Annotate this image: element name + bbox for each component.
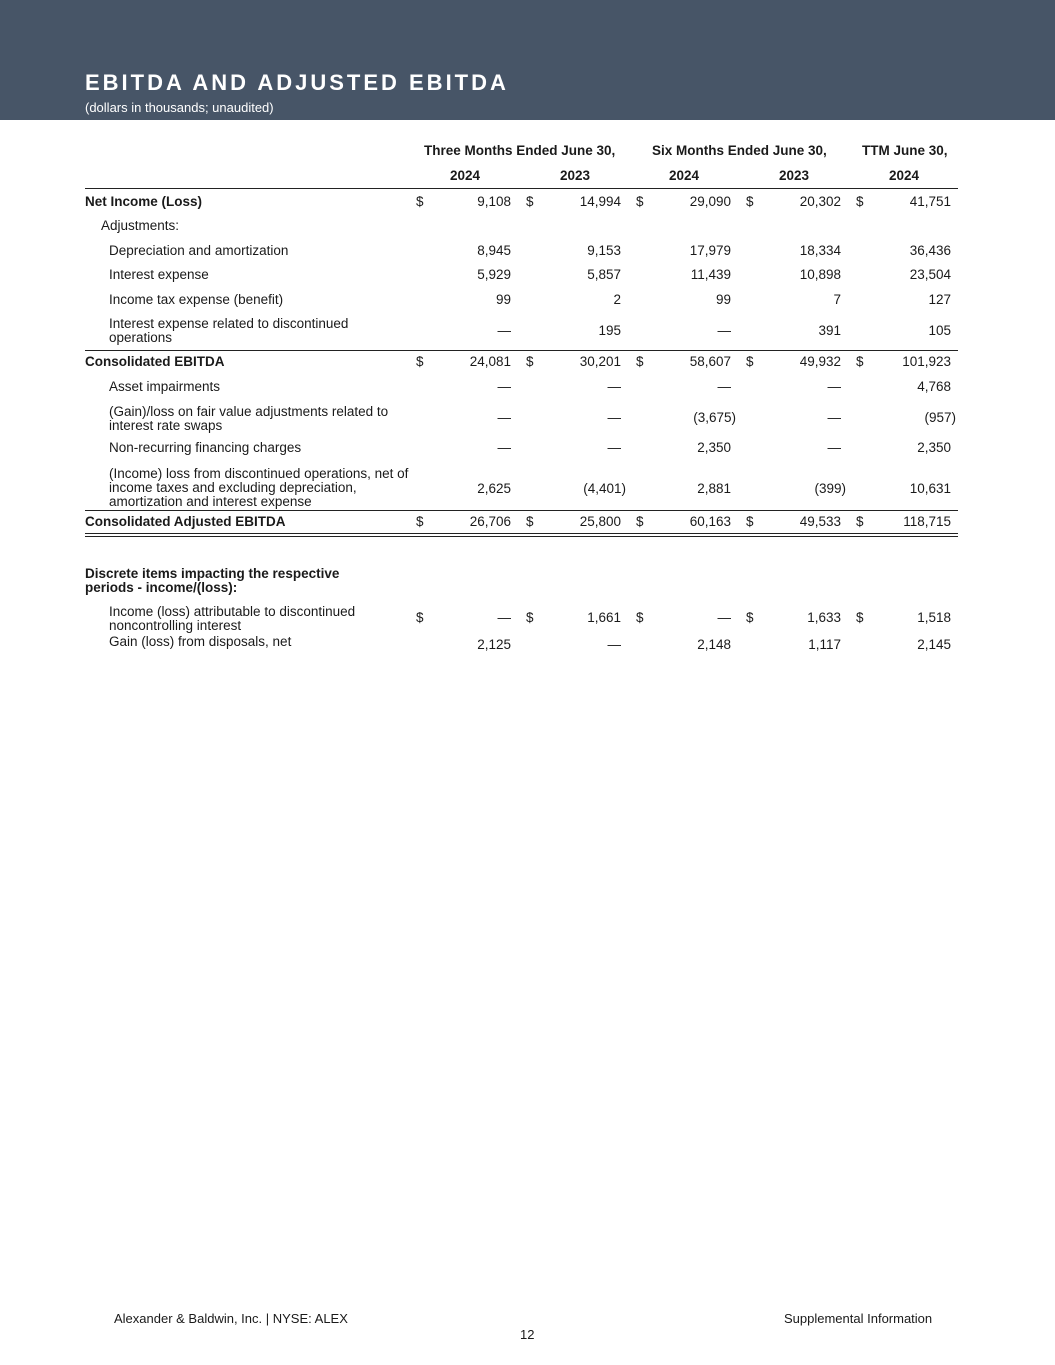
cell-value: 99: [495, 292, 511, 307]
table-row: [85, 435, 958, 459]
cell-value: —: [717, 379, 731, 394]
cell-value: 5,857: [587, 267, 621, 282]
dollar-sign: $: [746, 354, 754, 369]
cell-value: 7: [833, 292, 841, 307]
cell-value: —: [497, 410, 511, 425]
cell-value: 49,533: [799, 514, 841, 529]
section-heading: Discrete items impacting the respective periods - income/(loss):: [85, 566, 340, 595]
cell-value: 99: [715, 292, 731, 307]
table-row: [85, 635, 958, 661]
table-row: [85, 311, 958, 350]
row-label: Depreciation and amortization: [109, 243, 289, 258]
dollar-sign: $: [856, 194, 864, 209]
cell-value: 5,929: [477, 267, 511, 282]
dollar-sign: $: [636, 354, 644, 369]
cell-value: 1,518: [917, 610, 951, 625]
ebitda-table: [85, 138, 958, 661]
dollar-sign: $: [746, 514, 754, 529]
cell-value: 2: [613, 292, 621, 307]
table-row-total: [85, 510, 958, 537]
cell-value: 49,932: [799, 354, 841, 369]
cell-value: (3,675): [693, 410, 736, 425]
table-row: [85, 262, 958, 287]
cell-value: 25,800: [579, 514, 621, 529]
dollar-sign: $: [636, 514, 644, 529]
row-label: Net Income (Loss): [85, 194, 203, 209]
dollar-sign: $: [526, 610, 534, 625]
cell-value: 1,117: [808, 637, 841, 652]
col-year: 2023: [560, 168, 591, 183]
row-label: (Gain)/loss on fair value adjustments related to interest rate swaps: [109, 404, 389, 433]
col-year: 2024: [450, 168, 481, 183]
cell-value: 24,081: [469, 354, 511, 369]
table-row: [85, 459, 958, 510]
row-label: Consolidated EBITDA: [85, 354, 225, 369]
dollar-sign: $: [856, 354, 864, 369]
cell-value: 9,108: [477, 194, 511, 209]
cell-value: 2,350: [917, 440, 951, 455]
dollar-sign: $: [856, 514, 864, 529]
cell-value: —: [497, 379, 511, 394]
page-subtitle: (dollars in thousands; unaudited): [85, 100, 274, 115]
row-label: Interest expense: [109, 267, 209, 282]
cell-value: 118,715: [903, 514, 951, 529]
cell-value: 391: [818, 323, 841, 338]
cell-value: —: [827, 440, 841, 455]
col-group-six-months: Six Months Ended June 30,: [652, 143, 827, 158]
row-label: Income tax expense (benefit): [109, 292, 284, 307]
header-banner: [0, 0, 1055, 120]
row-label: Income (loss) attributable to discontinued noncontrolling interest: [109, 604, 356, 633]
dollar-sign: $: [746, 194, 754, 209]
cell-value: 18,334: [799, 243, 841, 258]
row-label: Non-recurring financing charges: [109, 440, 302, 455]
row-label: Gain (loss) from disposals, net: [109, 634, 292, 649]
cell-value: 11,439: [690, 267, 731, 282]
cell-value: —: [497, 440, 511, 455]
cell-value: 2,881: [697, 481, 731, 496]
dollar-sign: $: [636, 194, 644, 209]
row-label: Adjustments:: [101, 218, 180, 233]
dollar-sign: $: [856, 610, 864, 625]
cell-value: 195: [598, 323, 621, 338]
cell-value: 10,631: [909, 481, 951, 496]
footer-section: Supplemental Information: [784, 1311, 933, 1326]
cell-value: —: [827, 379, 841, 394]
cell-value: 17,979: [689, 243, 731, 258]
cell-value: (399): [814, 481, 846, 496]
dollar-sign: $: [526, 514, 534, 529]
col-year: 2023: [779, 168, 810, 183]
dollar-sign: $: [416, 610, 424, 625]
page-title: EBITDA AND ADJUSTED EBITDA: [85, 70, 509, 95]
table-row-subtotal: [85, 350, 958, 374]
cell-value: 9,153: [587, 243, 621, 258]
cell-value: —: [607, 637, 621, 652]
footer-company: Alexander & Baldwin, Inc. | NYSE: ALEX: [114, 1311, 348, 1326]
cell-value: —: [497, 323, 511, 338]
dollar-sign: $: [526, 354, 534, 369]
cell-value: 2,350: [697, 440, 731, 455]
cell-value: 1,633: [807, 610, 841, 625]
table-row: [85, 287, 958, 311]
cell-value: 41,751: [909, 194, 951, 209]
cell-value: —: [607, 379, 621, 394]
table-row: [85, 238, 958, 262]
cell-value: 101,923: [902, 354, 951, 369]
cell-value: 8,945: [477, 243, 511, 258]
cell-value: 20,302: [799, 194, 841, 209]
col-group-ttm: TTM June 30,: [862, 143, 948, 158]
cell-value: 14,994: [579, 194, 621, 209]
cell-value: 2,125: [477, 637, 511, 652]
table-row: [85, 374, 958, 398]
table-row: [85, 213, 958, 238]
table-row: [85, 599, 958, 635]
cell-value: —: [607, 410, 621, 425]
row-label: Interest expense related to discontinued operations: [109, 316, 349, 345]
section-heading-row: [85, 537, 958, 599]
col-year: 2024: [889, 168, 920, 183]
cell-value: 2,145: [917, 637, 951, 652]
cell-value: —: [497, 610, 511, 625]
row-label: Consolidated Adjusted EBITDA: [85, 514, 286, 529]
cell-value: —: [827, 410, 841, 425]
dollar-sign: $: [746, 610, 754, 625]
row-label: Asset impairments: [109, 379, 221, 394]
cell-value: —: [717, 610, 731, 625]
col-year: 2024: [669, 168, 700, 183]
cell-value: —: [717, 323, 731, 338]
col-group-three-months: Three Months Ended June 30,: [424, 143, 616, 158]
dollar-sign: $: [416, 354, 424, 369]
dollar-sign: $: [526, 194, 534, 209]
table-row: [85, 189, 958, 213]
cell-value: 29,090: [689, 194, 731, 209]
cell-value: 2,625: [477, 481, 511, 496]
cell-value: (957): [924, 410, 956, 425]
cell-value: 30,201: [579, 354, 621, 369]
column-group-header: [85, 138, 958, 163]
cell-value: 127: [928, 292, 951, 307]
cell-value: —: [607, 440, 621, 455]
row-label: (Income) loss from discontinued operations, net of income taxes and excluding depreciation, amortization and interest expense: [109, 466, 409, 509]
cell-value: 1,661: [587, 610, 621, 625]
dollar-sign: $: [416, 514, 424, 529]
table-row: [85, 398, 958, 435]
page-number: 12: [520, 1327, 535, 1342]
cell-value: 23,504: [909, 267, 951, 282]
cell-value: (4,401): [583, 481, 626, 496]
cell-value: 2,148: [697, 637, 731, 652]
cell-value: 10,898: [799, 267, 841, 282]
cell-value: 26,706: [469, 514, 511, 529]
dollar-sign: $: [416, 194, 424, 209]
cell-value: 58,607: [689, 354, 731, 369]
dollar-sign: $: [636, 610, 644, 625]
cell-value: 36,436: [909, 243, 951, 258]
column-year-header: [85, 163, 958, 189]
cell-value: 105: [928, 323, 951, 338]
cell-value: 60,163: [689, 514, 731, 529]
cell-value: 4,768: [917, 379, 951, 394]
